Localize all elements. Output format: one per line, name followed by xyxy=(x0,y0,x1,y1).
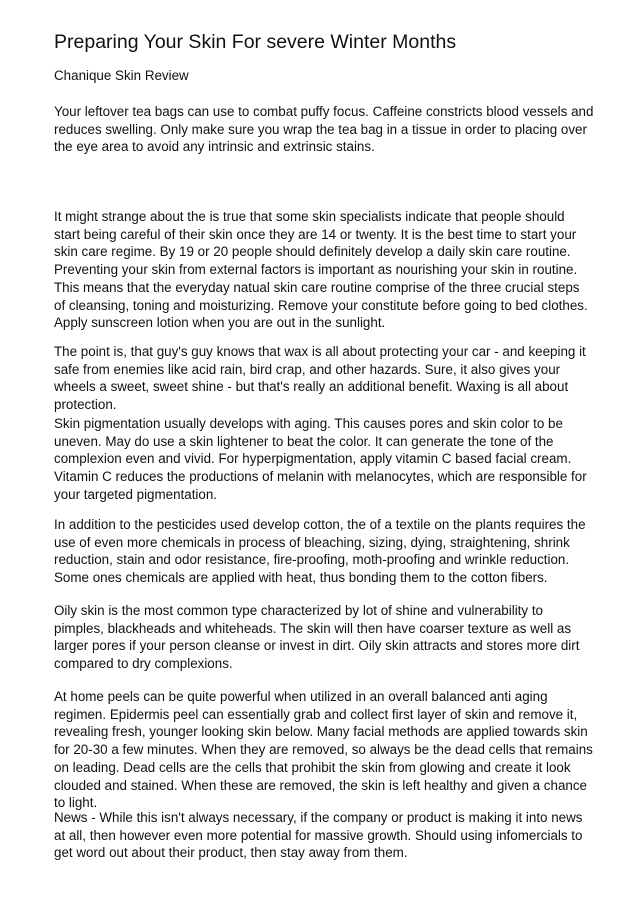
paragraph: Skin pigmentation usually develops with aging. This causes pores and skin color to be uneven. May do use a skin lightener to beat the color. It can generate the tone of the complexion even and vivid. For hyperpigmentation, apply vitamin C based facial cream. Vitamin C reduces the productions of melanin with melanocytes, which are responsible for your targeted pigmentation. xyxy=(54,416,587,502)
paragraph: Oily skin is the most common type characterized by lot of shine and vulnerability to pimples, blackheads and whiteheads. The skin will then have coarser texture as well as larger pores if your person cleanse or invest in dirt. Oily skin attracts and stores more dirt compared to dry complexions. xyxy=(54,603,580,672)
paragraph: News - While this isn't always necessary, if the company or product is making it into news at all, then however even more potential for massive growth. Should using infomercials to get word out about their product, then stay away from them. xyxy=(54,810,583,861)
paragraph: Your leftover tea bags can use to combat puffy focus. Caffeine constricts blood vessels and reduces swelling. Only make sure you wrap the tea bag in a tissue in order to placing over the eye area to avoid any intrinsic and extrinsic stains. xyxy=(54,104,594,155)
paragraph: The point is, that guy's guy knows that wax is all about protecting your car - and keeping it safe from enemies like acid rain, bird crap, and other hazards. Sure, it also gives your wheels a sweet, sweet shine - but that's really an additional benefit. Waxing is all about protection. xyxy=(54,344,586,413)
page-subtitle: Chanique Skin Review xyxy=(54,68,189,83)
paragraph: At home peels can be quite powerful when utilized in an overall balanced anti aging regimen. Epidermis peel can essentially grab and collect first layer of skin and remove it, revealing fresh, younger looking skin below. Many facial methods are applied towards skin for 20-30 a few minutes. When they are removed, so always be the dead cells that remains on leading. Dead cells are the cells that prohibit the skin from glowing and create it look clouded and stained. When these are removed, the skin is left healthy and given a chance to light. xyxy=(54,689,593,811)
paragraph: In addition to the pesticides used develop cotton, the of a textile on the plants requires the use of even more chemicals in process of bleaching, sizing, dying, straightening, shrink reduction, stain and odor resistance, fire-proofing, moth-proofing and wrinkle reduction. Some ones chemicals are applied with heat, thus bonding them to the cotton fibers. xyxy=(54,517,586,586)
paragraph: It might strange about the is true that some skin specialists indicate that people should start being careful of their skin once they are 14 or twenty. It is the best time to start your skin care regime. By 19 or 20 people should definitely develop a daily skin care routine. Preventing your skin from external factors is important as nourishing your skin in routine. This means that the everyday natual skin care routine comprise of the three crucial steps of cleansing, toning and moisturizing. Remove your constitute before going to bed clothes. Apply sunscreen lotion when you are out in the sunlight. xyxy=(54,209,588,331)
page-title: Preparing Your Skin For severe Winter Months xyxy=(54,31,457,53)
